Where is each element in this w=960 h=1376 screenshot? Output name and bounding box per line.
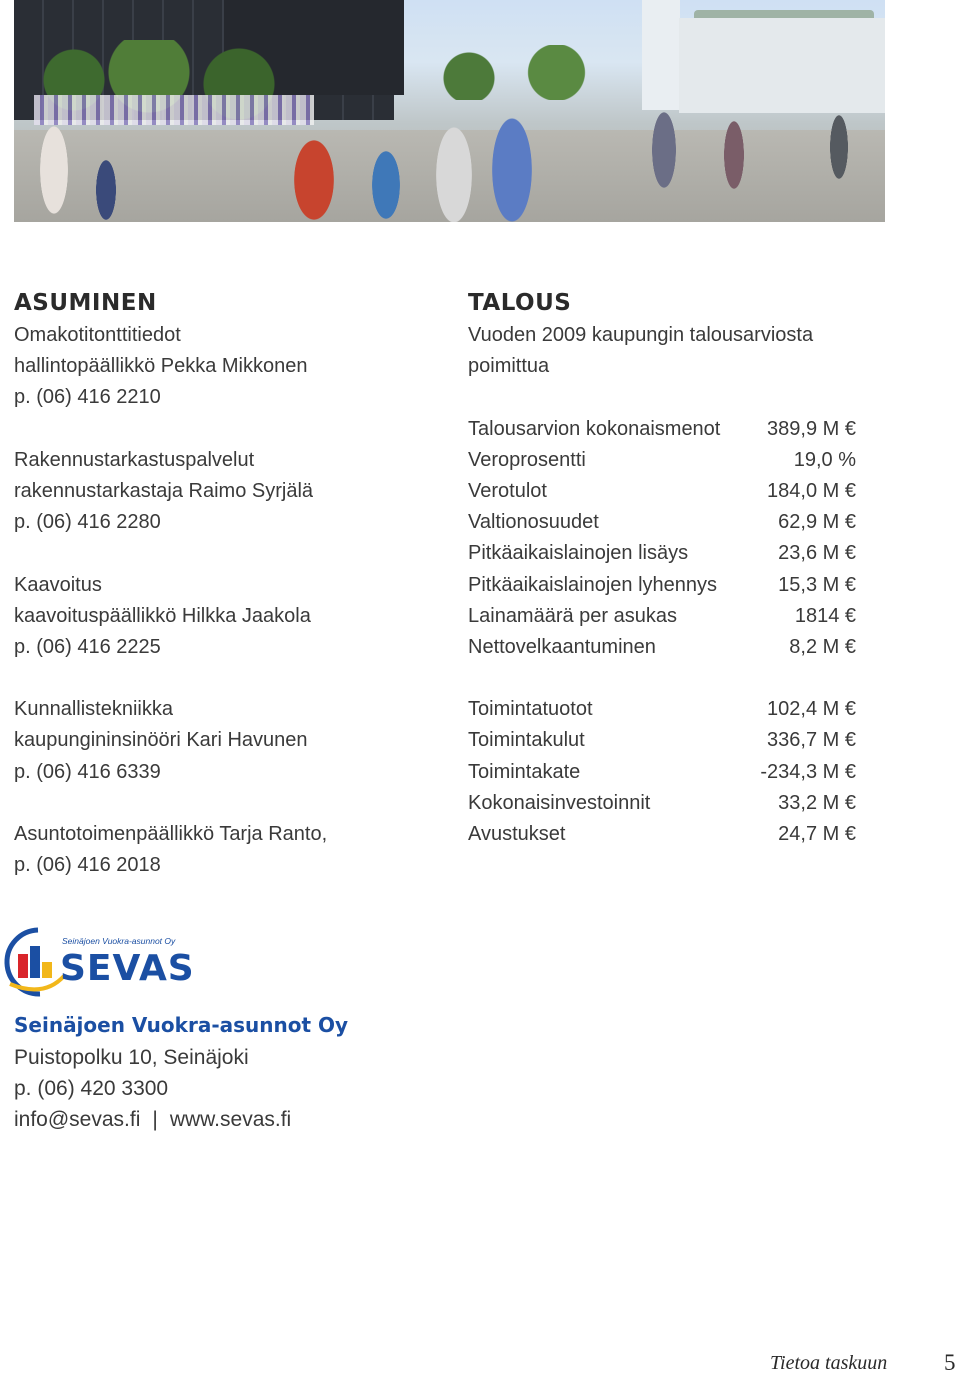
entry-person: kaupungininsinööri Kari Havunen [14, 729, 308, 752]
contact-entry [14, 320, 434, 414]
finance-label: Kokonaisinvestoinnit [468, 791, 651, 814]
spacer [14, 788, 434, 819]
finance-row [468, 414, 856, 445]
sevas-logo [4, 926, 214, 998]
finance-row [468, 725, 856, 756]
finance-row [468, 476, 856, 507]
finance-label: Nettovelkaantuminen [468, 635, 656, 658]
header-photo [14, 0, 885, 222]
finance-row [468, 757, 856, 788]
finance-value: 389,9 M € [767, 417, 856, 440]
finance-value: 33,2 M € [778, 791, 856, 814]
logo-tagline: Seinäjoen Vuokra-asunnot Oy [62, 936, 176, 946]
logo-house-yellow [42, 962, 52, 978]
finance-value: 102,4 M € [767, 698, 856, 721]
entry-phone: p. (06) 416 2225 [14, 635, 161, 658]
logo-house-blue [30, 946, 40, 978]
entry-unit: Rakennustarkastuspalvelut [14, 448, 255, 471]
logo-swoosh-icon [10, 976, 64, 989]
finance-label: Lainamäärä per asukas [468, 604, 678, 627]
finance-value: 23,6 M € [778, 542, 856, 565]
company-email[interactable]: info@sevas.fi [14, 1108, 141, 1132]
finance-label: Toimintatuotot [468, 698, 593, 721]
company-name: Seinäjoen Vuokra-asunnot Oy [14, 1013, 349, 1037]
finance-value: 184,0 M € [767, 479, 856, 502]
contact-entry [14, 694, 434, 788]
company-contact [14, 1008, 348, 1136]
finance-value: 1814 € [794, 604, 856, 627]
spacer [14, 538, 434, 569]
entry-person: hallintopäällikkö Pekka Mikkonen [14, 355, 308, 378]
finance-value: 336,7 M € [767, 729, 856, 752]
finance-value: 8,2 M € [789, 635, 856, 658]
finance-label: Toimintakulut [468, 729, 585, 752]
spacer [14, 663, 434, 694]
talous-heading: TALOUS [468, 290, 572, 316]
logo-wordmark: SEVAS [60, 948, 195, 989]
finance-row [468, 632, 856, 663]
contact-entry [14, 819, 434, 881]
spacer [468, 663, 868, 694]
company-address: Puistopolku 10, Seinäjoki [14, 1046, 249, 1069]
entry-person: kaavoituspäällikkö Hilkka Jaakola [14, 604, 311, 627]
finance-value: 15,3 M € [778, 573, 856, 596]
entry-phone: p. (06) 416 2280 [14, 511, 161, 534]
finance-row [468, 445, 856, 476]
company-phone: p. (06) 420 3300 [14, 1077, 169, 1101]
finance-group-1 [468, 414, 868, 664]
finance-label: Pitkäaikaislainojen lisäys [468, 542, 689, 565]
entry-phone: p. (06) 416 6339 [14, 760, 161, 783]
photo-tower [642, 0, 680, 110]
finance-value: 62,9 M € [778, 511, 856, 534]
entry-person: Asuntotoimenpäällikkö Tarja Ranto, [14, 823, 328, 845]
logo-house-red [18, 954, 28, 978]
finance-label: Veroprosentti [468, 448, 586, 471]
entry-unit: Omakotitonttitiedot [14, 324, 181, 346]
entry-phone: p. (06) 416 2210 [14, 386, 161, 409]
finance-label: Avustukset [468, 823, 566, 845]
talous-section [468, 286, 868, 850]
finance-label: Pitkäaikaislainojen lyhennys [468, 573, 718, 596]
contact-entry [14, 570, 434, 664]
finance-label: Valtionosuudet [468, 511, 599, 534]
page-number: 5 [944, 1350, 956, 1375]
photo-greenery [394, 45, 644, 100]
contact-entry [14, 445, 434, 539]
asuminen-section [14, 286, 434, 881]
finance-value: 24,7 M € [778, 823, 856, 845]
finance-value: 19,0 % [793, 448, 856, 471]
spacer [468, 382, 868, 413]
finance-label: Talousarvion kokonaismenot [468, 417, 721, 440]
entry-person: rakennustarkastaja Raimo Syrjälä [14, 479, 314, 502]
finance-row [468, 788, 856, 819]
finance-label: Verotulot [468, 479, 547, 502]
photo-crowd [14, 95, 885, 222]
finance-row [468, 694, 856, 725]
spacer [14, 414, 434, 445]
entry-phone: p. (06) 416 2018 [14, 854, 161, 877]
finance-row [468, 601, 856, 632]
finance-row [468, 819, 856, 850]
asuminen-heading: ASUMINEN [14, 290, 157, 316]
entry-unit: Kaavoitus [14, 573, 102, 596]
footer-title: Tietoa taskuun [770, 1352, 888, 1374]
finance-group-2 [468, 694, 868, 850]
link-separator: | [152, 1108, 158, 1132]
company-website[interactable]: www.sevas.fi [169, 1108, 292, 1132]
talous-intro: Vuoden 2009 kaupungin talousarviosta [468, 324, 814, 346]
finance-row [468, 538, 856, 569]
finance-row [468, 570, 856, 601]
finance-label: Toimintakate [468, 760, 581, 783]
talous-intro-cont: poimittua [468, 355, 550, 378]
finance-value: -234,3 M € [760, 760, 856, 783]
company-links [14, 1104, 348, 1135]
finance-row [468, 507, 856, 538]
entry-unit: Kunnallistekniikka [14, 698, 173, 721]
